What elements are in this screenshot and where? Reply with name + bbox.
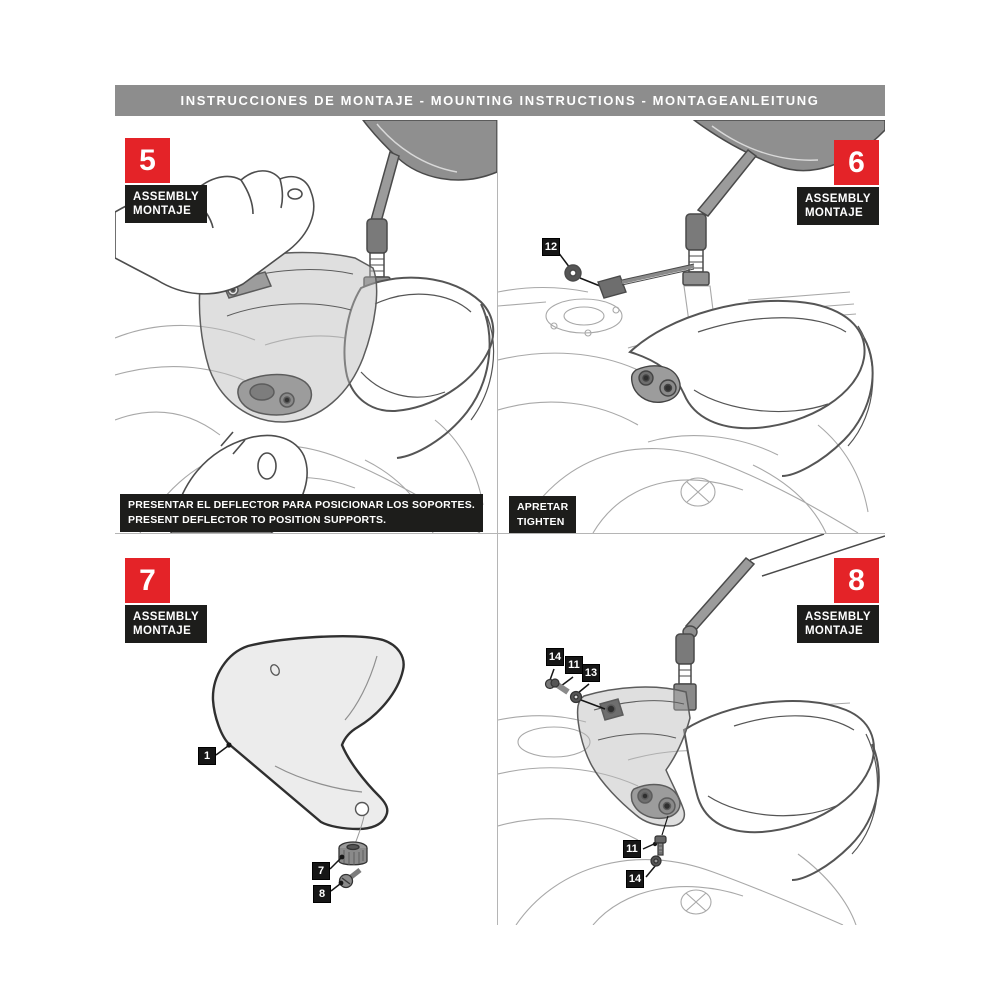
assembly-text: ASSEMBLY (804, 193, 871, 205)
panel-step-7 (115, 534, 497, 925)
step5-caption (120, 494, 483, 532)
panels-grid (115, 120, 885, 925)
callout-part-12: 12 (542, 238, 560, 256)
caption-english: PRESENT DEFLECTOR TO POSITION SUPPORTS. (128, 513, 387, 526)
assembly-text: ASSEMBLY (133, 191, 200, 203)
caption-english: TIGHTEN (517, 515, 565, 528)
step5-number: 5 (125, 138, 170, 183)
page-title: INSTRUCCIONES DE MONTAJE - MOUNTING INSTRUCTIONS - MONTAGEANLEITUNG (115, 85, 885, 116)
panel-step-8 (498, 534, 885, 925)
step8-assembly-label (797, 605, 879, 643)
callout-part-11-top: 11 (565, 656, 583, 674)
step8-badge (797, 558, 879, 643)
step6-caption (509, 496, 576, 533)
step5-badge (125, 138, 207, 223)
panel-step-6 (498, 120, 885, 533)
montaje-text: MONTAJE (133, 625, 192, 637)
callout-part-8: 8 (313, 885, 331, 903)
assembly-text: ASSEMBLY (133, 611, 200, 623)
caption-spanish: APRETAR (517, 501, 569, 513)
callout-part-13-top: 13 (582, 664, 600, 682)
caption-spanish: PRESENTAR EL DEFLECTOR PARA POSICIONAR LOS SOPORTES. (128, 499, 476, 511)
montaje-text: MONTAJE (804, 207, 864, 219)
step5-assembly-label (125, 185, 207, 223)
step7-assembly-label (125, 605, 207, 643)
callout-part-14-top: 14 (546, 648, 564, 666)
step6-badge (797, 140, 879, 225)
montaje-text: MONTAJE (133, 205, 192, 217)
callout-part-1: 1 (198, 747, 216, 765)
callout-part-14-bottom: 14 (626, 870, 644, 888)
assembly-text: ASSEMBLY (804, 611, 871, 623)
callout-part-7: 7 (312, 862, 330, 880)
step8-number: 8 (834, 558, 879, 603)
step6-assembly-label (797, 187, 879, 225)
step7-badge (125, 558, 207, 643)
step7-number: 7 (125, 558, 170, 603)
callout-part-11-bottom: 11 (623, 840, 641, 858)
montaje-text: MONTAJE (804, 625, 864, 637)
panel-step-5 (115, 120, 497, 533)
step6-number: 6 (834, 140, 879, 185)
